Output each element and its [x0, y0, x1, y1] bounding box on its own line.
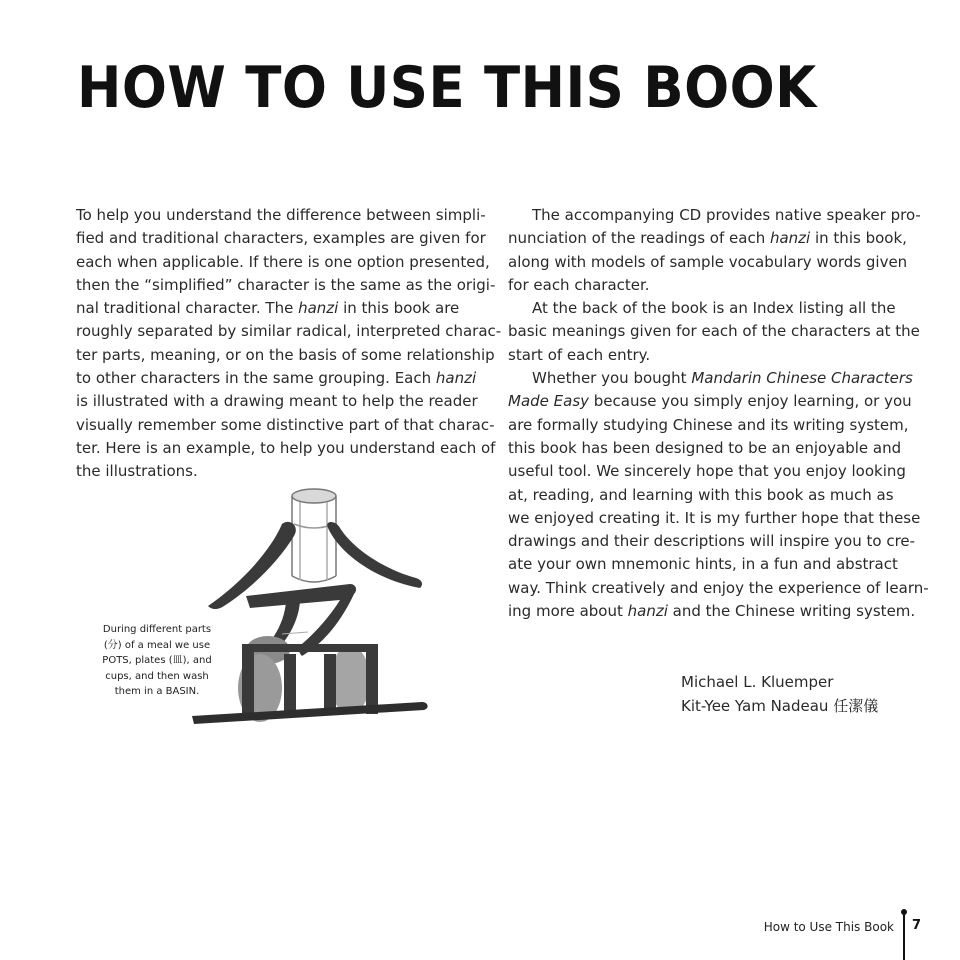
caption-line: them in a BASIN.: [114, 686, 200, 697]
page-number: 7: [912, 918, 922, 933]
text-line: roughly separated by similar radical, interpreted charac-: [76, 322, 502, 341]
text-line: at, reading, and learning with this book as much as: [508, 485, 894, 504]
signature-block: [681, 671, 878, 718]
text-line: for each character.: [508, 275, 650, 294]
illustration-caption: [92, 622, 222, 700]
caption-line: POTS, plates (皿), and: [102, 655, 212, 666]
footer-divider: [903, 912, 905, 960]
text-line: ter parts, meaning, or on the basis of some relationship: [76, 345, 495, 364]
caption-line: (分) of a meal we use: [103, 639, 211, 651]
text-line: Whether you bought Mandarin Chinese Characters: [532, 369, 913, 388]
text-line: start of each entry.: [508, 345, 651, 364]
fen-component: [208, 522, 422, 663]
text-line: visually remember some distinctive part of that charac-: [76, 415, 495, 434]
text-line: way. Think creatively and enjoy the experience of learn-: [508, 578, 929, 597]
text-line: is illustrated with a drawing meant to help the reader: [76, 392, 478, 411]
text-line: to other characters in the same grouping. Each hanzi: [76, 369, 477, 388]
italic-term: hanzi: [769, 229, 811, 248]
text-line: along with models of sample vocabulary words given: [508, 252, 908, 271]
footer-divider-dot: [901, 909, 907, 915]
page-title: HOW TO USE THIS BOOK: [77, 55, 817, 121]
cup-drawing: [292, 489, 336, 582]
author-signature: Michael L. Kluemper: [681, 673, 834, 691]
text-line: nal traditional character. The hanzi in this book are: [76, 299, 460, 318]
left-column-text: [76, 204, 502, 484]
text-line: we enjoyed creating it. It is my further hope that these: [508, 508, 921, 527]
text-line: ter. Here is an example, to help you understand each of: [76, 438, 496, 457]
text-line: basic meanings given for each of the characters at the: [508, 322, 920, 341]
text-line: ate your own mnemonic hints, in a fun and abstract: [508, 555, 898, 574]
text-line: Made Easy because you simply enjoy learning, or you: [508, 392, 912, 411]
running-footer-title: How to Use This Book: [763, 920, 894, 934]
text-line: nunciation of the readings of each hanzi in this book,: [508, 229, 907, 248]
text-line: The accompanying CD provides native speaker pro-: [532, 206, 921, 224]
caption-line: During different parts: [102, 624, 212, 635]
italic-term: Mandarin Chinese Characters: [691, 369, 913, 388]
text-line: drawings and their descriptions will inspire you to cre-: [508, 532, 916, 551]
text-line: the illustrations.: [76, 462, 198, 481]
text-line: useful tool. We sincerely hope that you enjoy looking: [508, 462, 906, 481]
italic-term: hanzi: [298, 299, 339, 318]
plates-component: [192, 632, 428, 724]
text-line: this book has been designed to be an enjoyable and: [508, 438, 902, 457]
text-line: At the back of the book is an Index listing all the: [532, 299, 896, 318]
text-line: To help you understand the difference between simpli-: [76, 206, 486, 224]
right-column-text: [508, 204, 929, 623]
caption-line: cups, and then wash: [105, 670, 209, 682]
text-line: fied and traditional characters, examples are given for: [76, 229, 486, 248]
text-line: ing more about hanzi and the Chinese writing system.: [508, 602, 916, 621]
italic-term: hanzi: [627, 602, 668, 621]
author-signature: Kit-Yee Yam Nadeau 任潔儀: [681, 696, 879, 715]
basin-character-illustration: [190, 484, 430, 734]
italic-term: hanzi: [435, 369, 477, 388]
text-line: then the “simplified” character is the same as the origi-: [76, 275, 496, 294]
italic-term: Made Easy: [508, 392, 590, 411]
text-line: are formally studying Chinese and its writing system,: [508, 415, 909, 434]
text-line: each when applicable. If there is one option presented,: [76, 252, 490, 271]
